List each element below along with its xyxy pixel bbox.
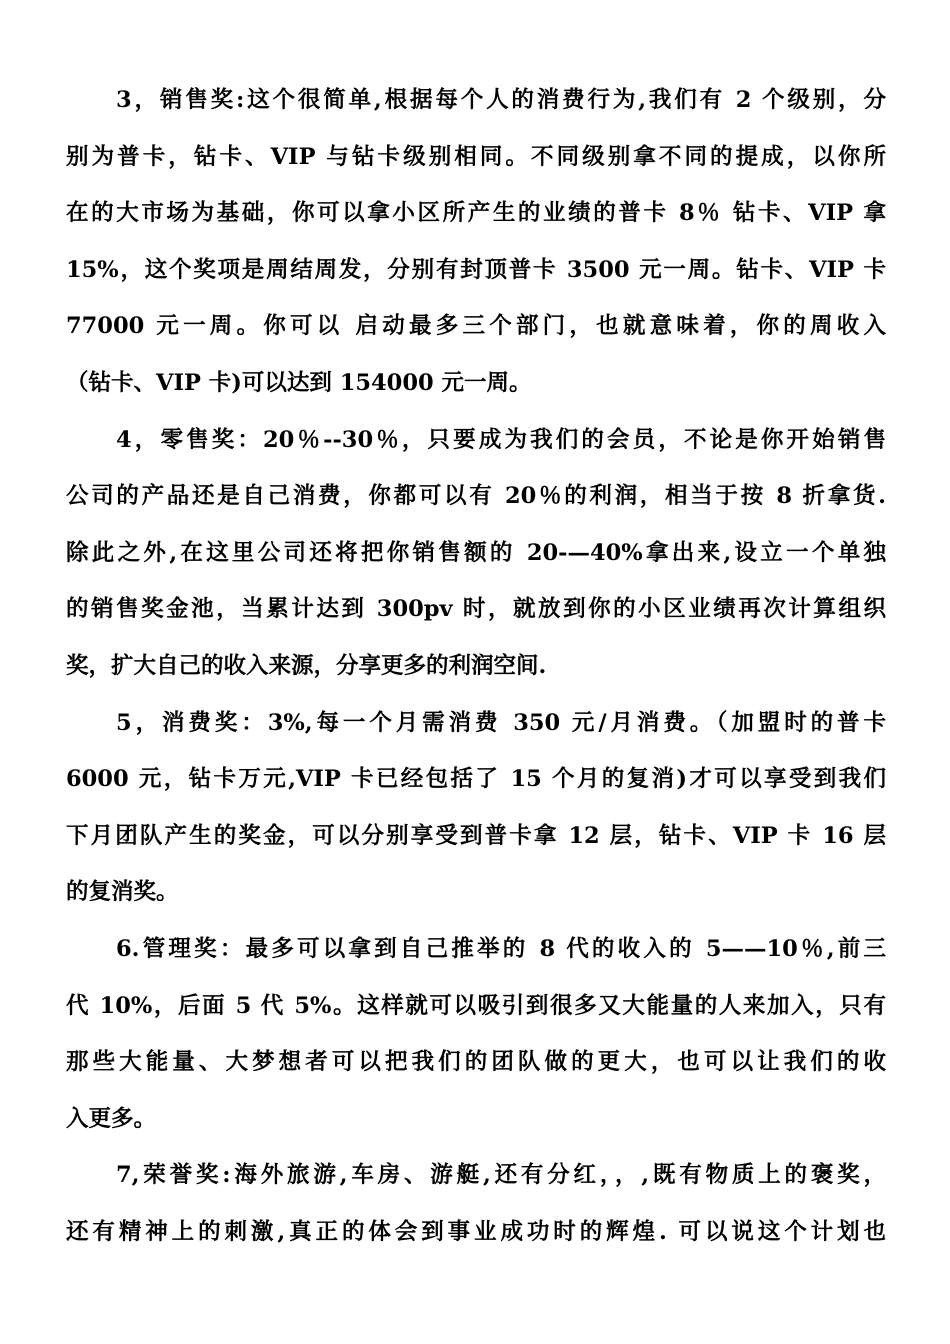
text-line: 公司的产品还是自己消费，你都可以有 20％的利润，相当于按 8 折拿货. <box>66 483 886 510</box>
text-line: 6.管理奖：最多可以拿到自己推举的 8 代的收入的 5——10％,前三 <box>116 935 886 962</box>
text-line: 还有精神上的刺激,真正的体会到事业成功时的辉煌. 可以说这个计划也 <box>66 1218 886 1245</box>
paragraph-management-award <box>66 921 886 1147</box>
text-line: 4，零售奖：20％--30％，只要成为我们的会员，不论是你开始销售 <box>116 426 886 453</box>
paragraph-honor-award <box>66 1147 886 1260</box>
paragraph-consumption-award <box>66 695 886 921</box>
text-line: （钻卡、VIP 卡)可以达到 154000 元一周。 <box>66 369 532 396</box>
document-page <box>66 72 886 1260</box>
text-line: 77000 元一周。你可以 启动最多三个部门，也就意味着，你的周收入 <box>66 313 886 340</box>
text-line: 奖，扩大自己的收入来源，分享更多的利润空间. <box>66 652 547 679</box>
text-line: 在的大市场为基础，你可以拿小区所产生的业绩的普卡 8％ 钻卡、VIP 拿 <box>66 200 886 227</box>
text-line: 除此之外,在这里公司还将把你销售额的 20-—40%拿出来,设立一个单独 <box>66 539 886 566</box>
text-line: 入更多。 <box>66 1105 157 1132</box>
paragraph-retail-award <box>66 412 886 695</box>
text-line: 下月团队产生的奖金，可以分别享受到普卡拿 12 层，钻卡、VIP 卡 16 层 <box>66 822 886 849</box>
text-line: 15%，这个奖项是周结周发，分别有封顶普卡 3500 元一周。钻卡、VIP 卡 <box>66 256 886 283</box>
text-line: 的销售奖金池，当累计达到 300pv 时，就放到你的小区业绩再次计算组织 <box>66 596 886 623</box>
text-line: 别为普卡，钻卡、VIP 与钻卡级别相同。不同级别拿不同的提成，以你所 <box>66 143 886 170</box>
text-line: 代 10%，后面 5 代 5%。这样就可以吸引到很多又大能量的人来加入，只有 <box>66 992 886 1019</box>
paragraph-sales-award <box>66 72 886 412</box>
text-line: 那些大能量、大梦想者可以把我们的团队做的更大，也可以让我们的收 <box>66 1049 886 1076</box>
text-line: 7,荣誉奖:海外旅游,车房、游艇,还有分红，，,既有物质上的褒奖， <box>116 1162 886 1189</box>
text-line: 的复消奖。 <box>66 879 179 906</box>
text-line: 3，销售奖:这个很简单,根据每个人的消费行为,我们有 2 个级别，分 <box>116 87 886 113</box>
text-line: 5，消费奖：3%,每一个月需消费 350 元/月消费。（加盟时的普卡 <box>116 709 886 736</box>
text-line: 6000 元，钻卡万元,VIP 卡已经包括了 15 个月的复消)才可以享受到我们 <box>66 766 886 793</box>
